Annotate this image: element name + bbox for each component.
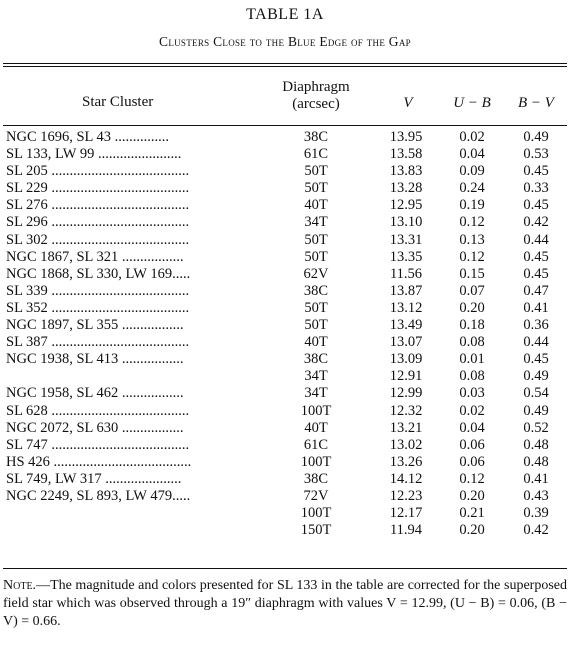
cell-diaphragm: 150T — [300, 522, 332, 539]
header-diaphragm — [268, 79, 364, 113]
cell-v: 13.87 — [389, 282, 423, 299]
cell-v: 12.99 — [389, 385, 423, 402]
table-row — [0, 351, 570, 368]
header-v: V — [403, 95, 413, 111]
cell-star-cluster: SL 352 ...................................... — [6, 299, 190, 316]
cell-star-cluster: SL 229 ...................................... — [6, 180, 190, 197]
table-row — [0, 317, 570, 334]
cell-u-b: 0.12 — [459, 470, 485, 487]
table-row — [0, 283, 570, 300]
cell-b-v: 0.54 — [523, 385, 549, 402]
table-row — [0, 249, 570, 266]
cell-v: 14.12 — [389, 470, 423, 487]
cell-b-v: 0.52 — [523, 419, 549, 436]
cell-u-b: 0.01 — [459, 351, 485, 368]
cell-b-v: 0.44 — [523, 334, 549, 351]
cell-diaphragm: 61C — [303, 146, 329, 163]
cell-star-cluster: SL 302 ...................................... — [6, 231, 190, 248]
cell-star-cluster: SL 749, LW 317 ..................... — [6, 470, 182, 487]
cell-diaphragm: 50T — [304, 248, 328, 265]
table-title: TABLE 1A — [246, 6, 324, 23]
cell-diaphragm: 38C — [303, 351, 329, 368]
table-row — [0, 214, 570, 231]
header-diaphragm-unit: (arcsec) — [292, 96, 340, 112]
cell-u-b: 0.02 — [459, 129, 485, 145]
cell-diaphragm: 72V — [303, 487, 329, 504]
cell-v: 12.91 — [389, 368, 423, 385]
cell-b-v: 0.39 — [523, 505, 549, 522]
cell-u-b: 0.04 — [459, 419, 485, 436]
cell-u-b: 0.21 — [459, 505, 485, 522]
cell-b-v: 0.36 — [523, 317, 549, 334]
cell-b-v: 0.47 — [523, 282, 549, 299]
cell-b-v: 0.53 — [523, 146, 549, 163]
cell-diaphragm: 50T — [304, 317, 328, 334]
cell-u-b: 0.08 — [459, 368, 485, 385]
cell-star-cluster: NGC 2072, SL 630 ................. — [6, 419, 184, 436]
cell-b-v: 0.42 — [523, 214, 549, 231]
header-b-v: B − V — [518, 95, 554, 111]
cell-diaphragm: 34T — [304, 385, 328, 402]
cell-u-b: 0.20 — [459, 487, 485, 504]
cell-b-v: 0.48 — [523, 436, 549, 453]
cell-u-b: 0.15 — [459, 265, 485, 282]
cell-v: 13.31 — [389, 231, 423, 248]
cell-u-b: 0.04 — [459, 146, 485, 163]
cell-v: 13.83 — [389, 163, 423, 180]
cell-b-v: 0.33 — [523, 180, 549, 197]
cell-v: 13.26 — [389, 453, 423, 470]
table-row — [0, 437, 570, 454]
cell-u-b: 0.18 — [459, 317, 485, 334]
header-rule — [3, 125, 567, 126]
cell-v: 13.07 — [389, 334, 423, 351]
table-row — [0, 197, 570, 214]
cell-u-b: 0.07 — [459, 282, 485, 299]
cell-b-v: 0.41 — [523, 299, 549, 316]
cell-v: 11.56 — [389, 265, 423, 282]
cell-star-cluster: SL 628 ...................................... — [6, 402, 190, 419]
table-row — [0, 146, 570, 163]
table-body — [0, 129, 570, 539]
top-rule — [3, 63, 567, 64]
cell-v: 13.09 — [389, 351, 423, 368]
table-row — [0, 266, 570, 283]
cell-star-cluster: NGC 1867, SL 321 ................. — [6, 248, 184, 265]
cell-star-cluster: SL 296 ...................................... — [6, 214, 190, 231]
cell-b-v: 0.49 — [523, 129, 549, 145]
cell-v: 12.95 — [389, 197, 423, 214]
table-row — [0, 454, 570, 471]
header-star-cluster: Star Cluster — [82, 94, 154, 110]
cell-star-cluster: NGC 1958, SL 462 ................. — [6, 385, 184, 402]
cell-u-b: 0.09 — [459, 163, 485, 180]
cell-u-b: 0.24 — [459, 180, 485, 197]
cell-u-b: 0.03 — [459, 385, 485, 402]
cell-u-b: 0.02 — [459, 402, 485, 419]
cell-v: 13.28 — [389, 180, 423, 197]
cell-u-b: 0.06 — [459, 436, 485, 453]
cell-star-cluster: SL 747 ...................................... — [6, 436, 190, 453]
cell-b-v: 0.48 — [523, 453, 549, 470]
table-row — [0, 334, 570, 351]
cell-star-cluster: NGC 2249, SL 893, LW 479..... — [6, 487, 191, 504]
bottom-rule — [3, 568, 567, 569]
cell-diaphragm: 61C — [303, 436, 329, 453]
table-subtitle: Clusters Close to the Blue Edge of the Gap — [159, 34, 411, 49]
cell-diaphragm: 50T — [304, 180, 328, 197]
cell-v: 12.32 — [389, 402, 423, 419]
cell-star-cluster: NGC 1938, SL 413 ................. — [6, 351, 184, 368]
cell-b-v: 0.45 — [523, 248, 549, 265]
cell-b-v: 0.41 — [523, 470, 549, 487]
cell-u-b: 0.12 — [459, 214, 485, 231]
note-lead: Note. — [3, 578, 37, 593]
cell-b-v: 0.42 — [523, 522, 549, 539]
cell-v: 13.10 — [389, 214, 423, 231]
cell-u-b: 0.19 — [459, 197, 485, 214]
cell-diaphragm: 50T — [304, 163, 328, 180]
cell-diaphragm: 40T — [304, 197, 328, 214]
header-diaphragm-label: Diaphragm — [282, 79, 350, 95]
cell-u-b: 0.08 — [459, 334, 485, 351]
cell-diaphragm: 50T — [304, 299, 328, 316]
cell-v: 12.23 — [389, 487, 423, 504]
note-text: —The magnitude and colors presented for SL 133 in the table are corrected for the superposed field star which was observed through a 19″ diaphragm with values V = 12.99, (U − B) = 0.06, (B − V) = 0.66. — [3, 578, 567, 629]
cell-v: 13.49 — [389, 317, 423, 334]
cell-diaphragm: 40T — [304, 419, 328, 436]
table-row — [0, 232, 570, 249]
cell-v: 12.17 — [389, 505, 423, 522]
cell-b-v: 0.49 — [523, 402, 549, 419]
table-row — [0, 522, 570, 539]
cell-b-v: 0.44 — [523, 231, 549, 248]
table-row — [0, 300, 570, 317]
cell-star-cluster: SL 339 ...................................... — [6, 282, 190, 299]
table-row — [0, 488, 570, 505]
cell-diaphragm: 50T — [304, 231, 328, 248]
cell-v: 13.12 — [389, 299, 423, 316]
cell-b-v: 0.49 — [523, 368, 549, 385]
header-u-b: U − B — [453, 95, 491, 111]
cell-star-cluster: HS 426 ...................................... — [6, 453, 192, 470]
table-row — [0, 471, 570, 488]
cell-star-cluster: NGC 1897, SL 355 ................. — [6, 317, 184, 334]
top-rule-double — [3, 66, 567, 67]
cell-v: 13.21 — [389, 419, 423, 436]
cell-star-cluster: SL 387 ...................................... — [6, 334, 190, 351]
cell-u-b: 0.20 — [459, 522, 485, 539]
cell-diaphragm: 62V — [303, 265, 329, 282]
cell-diaphragm: 34T — [304, 368, 328, 385]
cell-u-b: 0.06 — [459, 453, 485, 470]
table-row — [0, 163, 570, 180]
table-row — [0, 420, 570, 437]
cell-b-v: 0.45 — [523, 265, 549, 282]
cell-diaphragm: 34T — [304, 214, 328, 231]
cell-star-cluster: SL 133, LW 99 ....................... — [6, 146, 182, 163]
cell-star-cluster: NGC 1868, SL 330, LW 169..... — [6, 265, 191, 282]
table-row — [0, 368, 570, 385]
cell-diaphragm: 100T — [300, 453, 332, 470]
table-row — [0, 129, 570, 146]
cell-u-b: 0.13 — [459, 231, 485, 248]
cell-b-v: 0.45 — [523, 163, 549, 180]
cell-diaphragm: 38C — [303, 282, 329, 299]
table-row — [0, 505, 570, 522]
table-row — [0, 385, 570, 402]
table-row — [0, 180, 570, 197]
cell-diaphragm: 38C — [303, 129, 329, 145]
cell-diaphragm: 100T — [300, 505, 332, 522]
cell-b-v: 0.43 — [523, 487, 549, 504]
cell-b-v: 0.45 — [523, 351, 549, 368]
cell-diaphragm: 40T — [304, 334, 328, 351]
cell-diaphragm: 38C — [303, 470, 329, 487]
cell-b-v: 0.45 — [523, 197, 549, 214]
cell-v: 13.35 — [389, 248, 423, 265]
cell-star-cluster: SL 205 ...................................... — [6, 163, 190, 180]
cell-star-cluster: NGC 1696, SL 43 ............... — [6, 129, 169, 145]
cell-v: 11.94 — [389, 522, 423, 539]
table-row — [0, 403, 570, 420]
table-note — [3, 577, 567, 631]
cell-u-b: 0.12 — [459, 248, 485, 265]
cell-v: 13.02 — [389, 436, 423, 453]
cell-diaphragm: 100T — [300, 402, 332, 419]
cell-v: 13.95 — [389, 129, 423, 145]
cell-v: 13.58 — [389, 146, 423, 163]
cell-u-b: 0.20 — [459, 299, 485, 316]
cell-star-cluster: SL 276 ...................................... — [6, 197, 190, 214]
